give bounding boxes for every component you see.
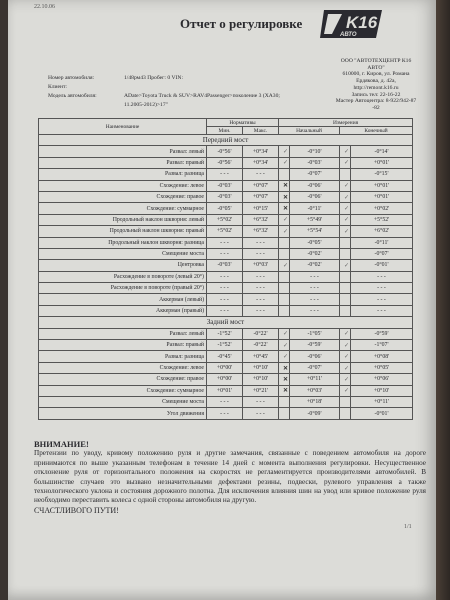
col-initial-header: Начальный: [279, 127, 340, 135]
table-row: [39, 362, 413, 373]
vehicle-info-row: [48, 92, 280, 101]
final-value: +0°10': [351, 385, 413, 396]
section-header-row: [39, 317, 413, 328]
initial-value: -0°02': [290, 260, 340, 271]
norm-min: -0°45': [207, 351, 243, 362]
table-row: [39, 294, 413, 305]
parameter-name: Развал: разница: [39, 351, 207, 362]
table-row: [39, 396, 413, 407]
status-cell: [340, 340, 351, 351]
status-cell: [279, 169, 290, 180]
parameter-name: Схождение: суммарное: [39, 385, 207, 396]
norm-min: - - -: [207, 408, 243, 419]
initial-value: -0°07': [290, 169, 340, 180]
status-cell: [279, 226, 290, 237]
norm-min: - - -: [207, 294, 243, 305]
initial-value: -0°06': [290, 180, 340, 191]
check-icon: ✓: [282, 331, 289, 338]
vehicle-info-value: 1/48рм43 Пробег: 0 VIN:: [124, 75, 184, 81]
status-cell: [279, 248, 290, 259]
initial-value: +0°11': [290, 374, 340, 385]
parameter-name: Аккерман (левый): [39, 294, 207, 305]
final-value: -0°59': [351, 328, 413, 339]
norm-min: -1°52': [207, 328, 243, 339]
company-line: ООО "АВТОТЕХЦЕНТР К16: [340, 58, 412, 64]
table-row: [39, 248, 413, 259]
initial-value: -0°03': [290, 157, 340, 168]
norm-max: - - -: [243, 283, 279, 294]
check-icon: ✓: [282, 342, 289, 349]
page-title: Отчет о регулировке: [180, 16, 303, 31]
final-value: +0°02': [351, 203, 413, 214]
norm-max: +6°32': [243, 226, 279, 237]
company-line: Ердякова, д. 42а,: [356, 78, 396, 85]
initial-value: - - -: [290, 305, 340, 316]
status-cell: [279, 351, 290, 362]
norm-max: +0°07': [243, 180, 279, 191]
parameter-name: Схождение: правое: [39, 191, 207, 202]
parameter-name: Развал: правый: [39, 340, 207, 351]
norm-min: +0°00': [207, 362, 243, 373]
status-cell: [340, 203, 351, 214]
initial-value: +5°54': [290, 226, 340, 237]
cross-icon: ✕: [282, 206, 289, 213]
status-cell: [340, 385, 351, 396]
section-title: Передний мост: [39, 135, 413, 146]
final-value: +0°01': [351, 157, 413, 168]
section-title: Задний мост: [39, 317, 413, 328]
table-row: [39, 226, 413, 237]
final-value: +0°11': [351, 396, 413, 407]
norm-min: - - -: [207, 305, 243, 316]
company-line: Мастер Автоцентра: 8-922/942-87: [335, 98, 417, 105]
initial-value: -0°06': [290, 191, 340, 202]
logo-text-bottom: АВТО: [340, 32, 357, 38]
vehicle-info-label: Клиент:: [48, 84, 67, 90]
status-cell: [340, 146, 351, 157]
status-cell: [340, 237, 351, 248]
norm-max: - - -: [243, 408, 279, 419]
initial-value: -0°59': [290, 340, 340, 351]
table-row: [39, 271, 413, 282]
vehicle-info-value: 11.2005-2012)>17": [124, 102, 168, 108]
norm-max: +0°03': [243, 260, 279, 271]
status-cell: [340, 271, 351, 282]
norm-min: - - -: [207, 169, 243, 180]
check-icon: ✓: [343, 342, 350, 349]
initial-value: -0°05': [290, 237, 340, 248]
parameter-name: Схождение: левое: [39, 180, 207, 191]
table-row: [39, 328, 413, 339]
check-icon: ✓: [343, 160, 350, 167]
initial-value: - - -: [290, 283, 340, 294]
norm-max: - - -: [243, 305, 279, 316]
status-cell: [279, 203, 290, 214]
initial-value: -0°09': [290, 408, 340, 419]
status-cell: [279, 146, 290, 157]
norm-max: +0°34': [243, 157, 279, 168]
final-value: +0°01': [351, 180, 413, 191]
check-icon: ✓: [343, 206, 350, 213]
initial-value: -1°05': [290, 328, 340, 339]
table-row: [39, 237, 413, 248]
status-cell: [340, 260, 351, 271]
status-cell: [340, 180, 351, 191]
norm-min: +0°00': [207, 374, 243, 385]
status-cell: [340, 169, 351, 180]
col-max-header: Макс.: [243, 127, 279, 135]
final-value: - - -: [351, 283, 413, 294]
norm-min: - - -: [207, 396, 243, 407]
final-value: -0°11': [351, 237, 413, 248]
company-line: -82: [372, 104, 380, 111]
status-cell: [340, 226, 351, 237]
vehicle-info-label: [48, 101, 114, 110]
norm-max: - - -: [243, 169, 279, 180]
parameter-name: Центровка: [39, 260, 207, 271]
norm-max: +0°21': [243, 385, 279, 396]
final-value: +0°08': [351, 351, 413, 362]
parameter-name: Расхождение в повороте (левый 20°): [39, 271, 207, 282]
norm-min: +5°02': [207, 226, 243, 237]
company-address: [316, 58, 436, 112]
status-cell: [340, 305, 351, 316]
final-value: -0°07': [351, 248, 413, 259]
final-value: -0°14': [351, 146, 413, 157]
initial-value: -0°02': [290, 248, 340, 259]
norm-min: -0°56': [207, 157, 243, 168]
vehicle-info: [48, 74, 280, 110]
status-cell: [279, 328, 290, 339]
norm-min: -0°03': [207, 191, 243, 202]
status-cell: [279, 362, 290, 373]
parameter-name: Схождение: левое: [39, 362, 207, 373]
norm-max: - - -: [243, 237, 279, 248]
norm-min: -0°56': [207, 146, 243, 157]
cross-icon: ✕: [282, 365, 289, 372]
norm-min: - - -: [207, 237, 243, 248]
status-cell: [279, 374, 290, 385]
cross-icon: ✕: [282, 376, 289, 383]
warning-notice: [34, 440, 426, 515]
check-icon: ✓: [282, 228, 289, 235]
page-number: 1/1: [404, 524, 412, 530]
norm-min: -1°52': [207, 340, 243, 351]
table-row: [39, 260, 413, 271]
print-date: 22.10.06: [34, 4, 55, 10]
status-cell: [279, 305, 290, 316]
final-value: +0°05': [351, 362, 413, 373]
norm-min: +5°02': [207, 214, 243, 225]
vehicle-info-row: [48, 74, 280, 83]
vehicle-info-label: Модель автомобиля:: [48, 93, 97, 99]
final-value: - - -: [351, 305, 413, 316]
status-cell: [340, 408, 351, 419]
col-measurements-header: Измерения: [279, 119, 413, 127]
cross-icon: ✕: [282, 194, 289, 201]
vehicle-info-label: Номер автомобиля:: [48, 75, 95, 81]
norm-min: +0°01': [207, 385, 243, 396]
final-value: -0°01': [351, 408, 413, 419]
status-cell: [340, 283, 351, 294]
status-cell: [279, 408, 290, 419]
final-value: +5°52': [351, 214, 413, 225]
norm-min: -0°03': [207, 260, 243, 271]
parameter-name: Развал: разница: [39, 169, 207, 180]
table-row: [39, 157, 413, 168]
norm-max: +0°15': [243, 203, 279, 214]
warning-footer: СЧАСТЛИВОГО ПУТИ!: [34, 505, 119, 515]
background-edge: [436, 0, 450, 600]
status-cell: [340, 248, 351, 259]
parameter-name: Угол движения: [39, 408, 207, 419]
company-line: 610000, г. Киров, ул. Романа: [342, 71, 410, 78]
table-row: [39, 305, 413, 316]
parameter-name: Схождение: правое: [39, 374, 207, 385]
status-cell: [340, 374, 351, 385]
check-icon: ✓: [343, 354, 350, 361]
vehicle-info-row: [48, 83, 280, 92]
initial-value: -0°07': [290, 362, 340, 373]
norm-max: +6°32': [243, 214, 279, 225]
check-icon: ✓: [343, 376, 350, 383]
table-row: [39, 408, 413, 419]
norm-min: - - -: [207, 271, 243, 282]
parameter-name: Аккерман (правый): [39, 305, 207, 316]
status-cell: [279, 385, 290, 396]
norm-max: - - -: [243, 396, 279, 407]
initial-value: - - -: [290, 271, 340, 282]
vehicle-info-row: [48, 101, 280, 110]
check-icon: ✓: [343, 149, 350, 156]
norm-max: - - -: [243, 248, 279, 259]
cross-icon: ✕: [282, 183, 289, 190]
initial-value: -0°10': [290, 146, 340, 157]
parameter-name: Развал: левый: [39, 328, 207, 339]
initial-value: -0°06': [290, 351, 340, 362]
status-cell: [340, 351, 351, 362]
col-name-header: Наименование: [39, 119, 207, 135]
norm-min: - - -: [207, 248, 243, 259]
status-cell: [340, 396, 351, 407]
status-cell: [340, 362, 351, 373]
norm-min: -0°05': [207, 203, 243, 214]
parameter-name: Продольный наклон шкворня: разница: [39, 237, 207, 248]
check-icon: ✓: [343, 217, 350, 224]
table-row: [39, 351, 413, 362]
norm-max: +0°45': [243, 351, 279, 362]
norm-min: -0°03': [207, 180, 243, 191]
initial-value: +0°03': [290, 385, 340, 396]
final-value: - - -: [351, 294, 413, 305]
status-cell: [279, 214, 290, 225]
status-cell: [279, 157, 290, 168]
check-icon: ✓: [343, 365, 350, 372]
status-cell: [340, 157, 351, 168]
check-icon: ✓: [282, 354, 289, 361]
initial-value: -0°11': [290, 203, 340, 214]
table-row: [39, 169, 413, 180]
status-cell: [279, 396, 290, 407]
status-cell: [279, 294, 290, 305]
final-value: +0°01': [351, 191, 413, 202]
company-line: http://remont.k16.ru: [353, 84, 399, 91]
initial-value: +0°18': [290, 396, 340, 407]
status-cell: [340, 191, 351, 202]
warning-body: Претензии по уводу, кривому положению руля и другие замечания, связанные с поведением автомобиля на дороге принимаются по выше указанным телефонам в течение 14 дней с момента выполнения регулировки. Несущественное отклонение руля от горизонтального положения на скоростях не регламентируется производителями автомобилей. В большинстве случаев это вызвано незначительными дефектами резины, подвески, рулевого управления а также технологического уклона и состояния дорожного полотна. Для исключения влияния шин на увод или кривое положение руля необходимо переставить колеса с одной стороны автомобиля на другую.: [34, 449, 426, 505]
status-cell: [279, 271, 290, 282]
col-norms-header: Нормативы: [207, 119, 279, 127]
status-cell: [340, 294, 351, 305]
logo-text-top: K16: [346, 13, 378, 32]
parameter-name: Продольный наклон шкворня: левый: [39, 214, 207, 225]
table-row: [39, 340, 413, 351]
status-cell: [279, 260, 290, 271]
norm-min: - - -: [207, 283, 243, 294]
check-icon: ✓: [343, 388, 350, 395]
norm-max: +0°10': [243, 374, 279, 385]
norm-max: -0°22': [243, 328, 279, 339]
norm-max: -0°22': [243, 340, 279, 351]
final-value: +6°02': [351, 226, 413, 237]
col-final-header: Конечный: [340, 127, 413, 135]
final-value: -1°07': [351, 340, 413, 351]
norm-max: - - -: [243, 294, 279, 305]
check-icon: ✓: [343, 183, 350, 190]
final-value: -0°15': [351, 169, 413, 180]
parameter-name: Расхождение в повороте (правый 20°): [39, 283, 207, 294]
table-row: [39, 146, 413, 157]
section-header-row: [39, 135, 413, 146]
table-row: [39, 385, 413, 396]
status-cell: [279, 237, 290, 248]
status-cell: [279, 283, 290, 294]
status-cell: [279, 191, 290, 202]
parameter-name: Развал: левый: [39, 146, 207, 157]
col-min-header: Мин.: [207, 127, 243, 135]
parameter-name: Схождение: суммарное: [39, 203, 207, 214]
initial-value: +5°49': [290, 214, 340, 225]
vehicle-info-value: ADate>Toyota Truck & SUV>RAV4Passenger>поколение 3 (XA30;: [124, 93, 280, 99]
status-cell: [279, 340, 290, 351]
table-row: [39, 180, 413, 191]
table-row: [39, 191, 413, 202]
warning-heading: ВНИМАНИЕ!: [34, 439, 89, 449]
table-row: [39, 283, 413, 294]
company-line: АВТО": [367, 64, 385, 71]
norm-max: +0°34': [243, 146, 279, 157]
final-value: - - -: [351, 271, 413, 282]
check-icon: ✓: [282, 217, 289, 224]
initial-value: - - -: [290, 294, 340, 305]
check-icon: ✓: [282, 160, 289, 167]
status-cell: [340, 328, 351, 339]
parameter-name: Развал: правый: [39, 157, 207, 168]
parameter-name: Смещение моста: [39, 248, 207, 259]
check-icon: ✓: [282, 149, 289, 156]
check-icon: ✓: [343, 331, 350, 338]
norm-max: +0°10': [243, 362, 279, 373]
company-line: Запись тел: 22-16-22: [351, 91, 401, 98]
status-cell: [340, 214, 351, 225]
check-icon: ✓: [282, 262, 289, 269]
table-row: [39, 214, 413, 225]
final-value: -0°01': [351, 260, 413, 271]
norm-max: - - -: [243, 271, 279, 282]
table-row: [39, 203, 413, 214]
alignment-table: [38, 118, 413, 420]
company-logo: [320, 8, 384, 42]
table-row: [39, 374, 413, 385]
cross-icon: ✕: [282, 388, 289, 395]
report-sheet: [8, 0, 436, 600]
final-value: +0°06': [351, 374, 413, 385]
check-icon: ✓: [343, 228, 350, 235]
parameter-name: Смещение моста: [39, 396, 207, 407]
check-icon: ✓: [343, 262, 350, 269]
status-cell: [279, 180, 290, 191]
check-icon: ✓: [343, 194, 350, 201]
parameter-name: Продольный наклон шкворня: правый: [39, 226, 207, 237]
norm-max: +0°07': [243, 191, 279, 202]
